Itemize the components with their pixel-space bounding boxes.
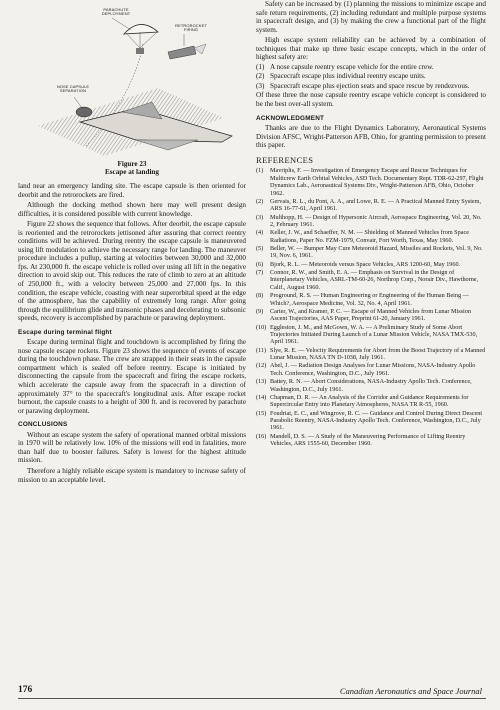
- section-heading-conclusions: CONCLUSIONS: [18, 421, 68, 429]
- list-item: (2) Spacecraft escape plus individual reentry escape units.: [256, 72, 426, 81]
- reference-item: (15) Foudriat, E. C., and Wingrove, R. C. — Guidance and Control During Direct Descent Parabolic Reentry, NASA-Industry Apollo Tech. Conference, Washington, D.C., July 1961.: [256, 409, 483, 432]
- reference-item: (11) Slye, R. E. — Velocity Requirements for Abort from the Boost Trajectory of a Manned Lunar Mission, NASA TN D-1038, July 1961.: [256, 346, 486, 362]
- paragraph: Without an escape system the safety of operational manned orbital missions in 1970 will be relatively low. 10% of the missions will end in fatalities, more than half due to booster failures. Safety is lowest for the highest altitude mission.: [18, 430, 246, 465]
- left-column: [18, 0, 246, 484]
- paragraph: Escape during terminal flight and touchdown is accomplished by firing the nose capsule escape rockets. Figure 23 shows the sequence of events of escape during the touchdown phase. The crew are strapped in their seats in the capsule compartment which is sealed off before reentry. Escape is initiated by disconnecting the capsule from the spacecraft and firing the escape rockets, which accelerate the capsule away from the spacecraft in a direction of approximately 37° to the spacecraft's longitudinal axis. After escape rocket burnout, the capsule coasts to a height of 300 ft. and is recovered by parachute or parawing deployment.: [18, 338, 246, 415]
- page-number: 176: [18, 685, 33, 695]
- reference-item: (9) Carter, W., and Kramer, P. C. — Escape of Manned Vehicles from Lunar Mission Ascent Trajectories, AAS Paper, Preprint 61-20, January 1961.: [256, 307, 471, 323]
- label-nose-capsule-separation: NOSE CAPSULE SEPARATION: [56, 84, 90, 94]
- reference-item: (16) Mandell, D. S. — A Study of the Maneuvering Performance of Lifting Reentry Vehicles, ARS 1555-60, December 1960.: [256, 432, 466, 448]
- figure-title: Escape at landing: [105, 168, 159, 176]
- paragraph: Of these three the nose capsule reentry escape vehicle concept is considered to be the best over-all system.: [256, 91, 486, 109]
- paragraph: land near an emergency landing site. The escape capsule is then oriented for deorbit and the retrorockets are fired.: [18, 182, 246, 199]
- parachute-icon: [124, 24, 158, 34]
- retrorocket-capsule-icon: [168, 46, 196, 59]
- paragraph: Therefore a highly reliable escape system is mandatory to increase safety of mission to an acceptable level.: [18, 466, 246, 484]
- reference-item: (2) Gervais, R. L., du Pont, A. A., and Lowe, R. E. — A Practical Manned Entry System, ARS 16-77-61, April 1961.: [256, 197, 482, 213]
- escape-illustration: [18, 4, 246, 156]
- reference-item: (14) Chapman, D. R. — An Analysis of the Corridor and Guidance Requirements for Supercircular Entry into Planetary Atmospheres, NASA TR R-55, 1960.: [256, 393, 469, 409]
- section-heading-escape-terminal-flight: Escape during terminal flight: [18, 328, 112, 336]
- reference-item: (6) Bjork, R. L. — Meteoroids versus Space Vehicles, ARS 1200-60, May 1960.: [256, 260, 461, 268]
- reference-item: (1) Mavriplis, F. — Investigation of Emergency Escape and Rescue Techniques for Multicrew Earth Orbital Vehicles, ASD Tech. Documentary Rept. TDR-62-297, Flight Dynamics Lab., Aeronautical Systems Div., Wright-Patterson AFB, Ohio, October 1962.: [256, 167, 484, 197]
- paragraph: Thanks are due to the Flight Dynamics Laboratory, Aeronautical Systems Division AFSC, Wright-Patterson AFB, Ohio, for granting permission to present this paper.: [256, 124, 486, 150]
- figure-caption: [18, 160, 246, 176]
- reference-item: (3) Multhopp, H. — Design of Hypersonic Aircraft, Aerospace Engineering, Vol. 20, No. 2, February 1961.: [256, 213, 482, 229]
- reference-item: (10) Eggleston, J. M., and McGown, W. A. — A Preliminary Study of Some Abort Trajectories Initiated During Launch of a Lunar Mission Vehicle, NASA TMX-530, April 1961.: [256, 323, 478, 346]
- figure-escape-at-landing: [18, 4, 246, 156]
- label-parachute-deployment: PARACHUTE DEPLOYMENT: [101, 7, 131, 17]
- paragraph: Although the docking method shown here may well present design difficulties, it is considered possible with current knowledge.: [18, 201, 246, 218]
- label-retrorocket-firing: RETROROCKET FIRING: [175, 23, 207, 33]
- list-item: (3) Spacecraft escape plus ejection seats and space rescue by rendezvous.: [256, 81, 470, 90]
- reference-item: (5) Beller, W. — Bumper May Cure Meteoroid Hazard, Missiles and Rockets, Vol. 9, No. 19, Nov. 6, 1961.: [256, 245, 483, 260]
- escape-concepts-list: [256, 63, 486, 91]
- references-list: [256, 167, 486, 447]
- paragraph: Safety can be increased by (1) planning the missions to minimize escape and safe return requirements, (2) including redundant and multiple purpose systems in spacecraft design, and (3) by making the crew a functional part of the flight system.: [256, 0, 486, 34]
- figure-number: Figure 23: [117, 160, 147, 168]
- reference-item: (4) Keller, J. W., and Schaeffer, N. M. — Shielding of Manned Vehicles from Space Radiations, Paper No. FZM-1979, Convair, Fort Worth, Texas, May 1960.: [256, 229, 469, 244]
- reference-item: (7) Connor, R. W., and Smith, E. A. — Emphasis on Survival in the Design of Interplanetary Vehicles, ASRL-TM-60-26, Northrop Corp., Norair Div., Hawthorne, Calif., August 1960.: [256, 268, 479, 291]
- reference-item: (12) Abel, J. — Radiation Design Analyses for Lunar Missions, NASA-Industry Apollo Tech. Conference, Washington, D.C., July 1961.: [256, 362, 476, 377]
- reference-item: (13) Battey, R. N. — Abort Considerations, NASA-Industry Apollo Tech. Conference, Washington, D.C., July 1961.: [256, 378, 472, 393]
- paragraph: Figure 22 shows the sequence that follows. After deorbit, the escape capsule is reoriented and the retrorockets jettisoned after assuring that correct reentry conditions will be achieved. During reentry the escape capsule is maneuvered using lift modulation to achieve the necessary range for landing. The maneuver procedure includes a pullup, starting at velocities between 30,000 and 32,000 fps. At 230,000 ft. the escape vehicle is rolled over using all lift in the negative direction to avoid skip out. This reduces the rate of climb to zero at an altitude of 250,000 ft., with a velocity between 25,000 and 27,000 fps. In this condition, the escape vehicle, coasting with near superorbital speed at the edge of the atmosphere, has the capability of extremely long range. After going through the equilibrium glide and transonic phases and decelerating to subsonic speeds, recovery is accomplished by parachute or parawing deployment.: [18, 220, 246, 323]
- separated-capsule-icon: [76, 107, 92, 117]
- footer-rule: [18, 698, 486, 699]
- section-heading-acknowledgment: ACKNOWLEDGMENT: [256, 114, 325, 122]
- reference-item: (8) Proground, R. S. — Human Engineering or Engineering of the Human Being — Which?, Aerospace Medicine, Vol. 32, No. 4, April 1961.: [256, 292, 469, 307]
- paragraph: High escape system reliability can be achieved by a combination of techniques that make up three basic escape concepts, which in the order of highest safety are:: [256, 36, 486, 62]
- right-column: [256, 0, 486, 448]
- journal-title: Canadian Aeronautics and Space Journal: [339, 686, 482, 696]
- section-heading-references: REFERENCES: [256, 154, 314, 165]
- list-item: (1) A nose capsule reentry escape vehicle for the entire crew.: [256, 62, 434, 71]
